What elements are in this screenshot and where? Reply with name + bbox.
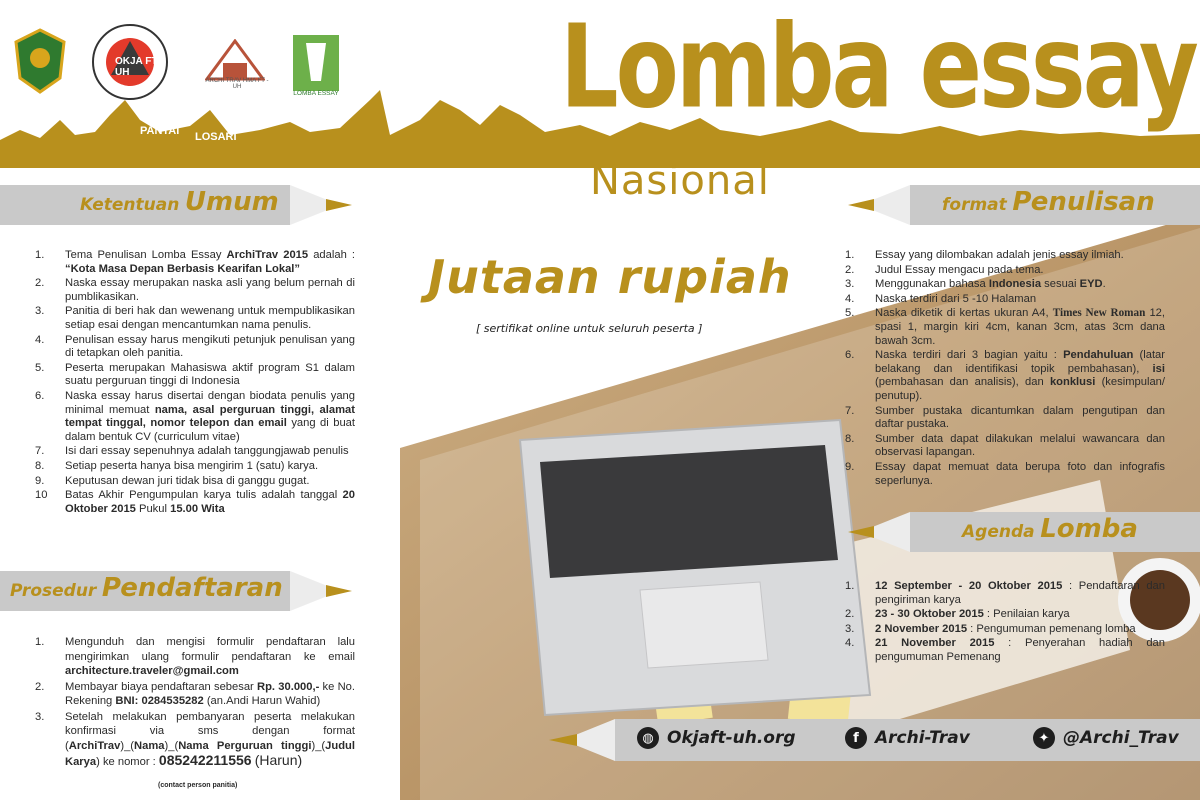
- list-item-text: Peserta merupakan Mahasiswa aktif program S1 dalam suatu perguruan tinggi di Indonesia: [65, 361, 355, 388]
- format-list: [845, 249, 1165, 489]
- list-item: [35, 489, 355, 516]
- okja-logo-icon: [90, 22, 170, 102]
- list-item-number: 1.: [35, 636, 45, 648]
- list-item-text: Tema Penulisan Lomba Essay ArchiTrav 2015 adalah : “Kota Masa Depan Berbasis Kearifan Lokal”: [65, 249, 356, 275]
- skyline-label-2: LOSARI: [195, 131, 237, 143]
- list-item: [35, 390, 355, 444]
- lomba-essay-logo-text: LOMBA ESSAY: [293, 90, 339, 97]
- list-item-number: 10: [35, 489, 48, 502]
- list-item: [35, 635, 355, 679]
- list-item-text: Setelah melakukan pembanyaran peserta melakukan konfirmasi via sms dengan format (ArchiTrav)_(Nama)_(Nama Perguruan tinggi)_(Judul Karya) ke nomor : 085242211556 (Harun): [65, 710, 355, 768]
- page-subtitle: Nasional: [590, 158, 770, 204]
- list-item-text: Sumber pustaka dicantumkan dalam pengutipan dan daftar pustaka.: [875, 404, 1165, 431]
- list-item: [845, 405, 1165, 432]
- list-item: [35, 445, 355, 459]
- list-item-number: 7.: [845, 404, 855, 417]
- facebook-icon: f: [845, 727, 867, 749]
- list-item: [845, 264, 1165, 278]
- list-item-number: 1.: [845, 249, 855, 261]
- list-item: [845, 249, 1165, 263]
- list-item: [845, 623, 1165, 637]
- social-links-bar: [545, 715, 1200, 765]
- ketentuan-label-a: Ketentuan: [80, 195, 180, 215]
- facebook-link[interactable]: [845, 727, 970, 749]
- list-item-text: Panitia di beri hak dan wewenang untuk mempublikasikan setiap esai dengan mencantumkan nama penulis.: [65, 305, 355, 331]
- list-item-number: 8.: [35, 459, 45, 472]
- architrav-logo-text: ARCHI TRAV HMA FT - UH: [205, 78, 269, 90]
- agenda-list: [845, 580, 1165, 666]
- list-item: [845, 307, 1165, 348]
- list-item-number: 2.: [845, 263, 855, 276]
- twitter-text: @Archi_Trav: [1063, 728, 1179, 748]
- ketentuan-list: [35, 249, 355, 517]
- list-item-number: 8.: [845, 432, 855, 445]
- list-item: [845, 349, 1165, 403]
- sponsor-logos: [10, 22, 370, 122]
- list-item-text: 23 - 30 Oktober 2015 : Penilaian karya: [875, 608, 1070, 621]
- section-header-agenda: [840, 510, 1200, 554]
- list-item-text: 2 November 2015 : Pengumuman pemenang lomba: [875, 622, 1136, 635]
- list-item-number: 4.: [35, 333, 45, 346]
- list-item: [35, 460, 355, 474]
- list-item: [845, 461, 1165, 488]
- list-item-text: Sumber data dapat dilakukan melalui wawancara dan observasi lapangan.: [875, 432, 1165, 459]
- list-item-number: 1.: [35, 249, 45, 261]
- section-header-ketentuan: [0, 183, 360, 227]
- list-item: [35, 362, 355, 389]
- list-item: [845, 293, 1165, 307]
- list-item-number: 2.: [845, 608, 855, 621]
- list-item: [35, 710, 355, 770]
- list-item: [35, 680, 355, 709]
- list-item-number: 5.: [845, 307, 855, 320]
- list-item-text: 21 November 2015 : Penyerahan hadiah dan pengumuman Pemenang: [875, 637, 1166, 663]
- list-item-number: 4.: [845, 637, 855, 650]
- list-item-text: Judul Essay mengacu pada tema.: [875, 263, 1044, 276]
- list-item-text: Naska essay merupakan naska asli yang belum pernah di pumblikasikan.: [65, 277, 355, 303]
- list-item-text: Setiap peserta hanya bisa mengirim 1 (satu) karya.: [65, 459, 319, 472]
- section-header-prosedur: [0, 569, 360, 613]
- laptop-illustration: [520, 420, 870, 715]
- list-item: [845, 278, 1165, 292]
- unhas-crest-icon: [10, 26, 70, 96]
- website-text: Okjaft-uh.org: [667, 728, 796, 748]
- list-item-number: 5.: [35, 361, 45, 374]
- list-item-number: 3.: [35, 710, 45, 723]
- list-item-text: Naska essay harus disertai dengan biodata penulis yang minimal memuat nama, asal perguruan tinggi, alamat tempat tinggal, nomor telepon dan email yang di buat dalam bentuk CV (curriculum vitae): [65, 389, 355, 443]
- list-item: [35, 334, 355, 361]
- list-item-text: Mengunduh dan mengisi formulir pendaftaran lalu mengirimkan ulang formulir pendaftaran ke email architecture.traveler@gmail.com: [65, 636, 355, 677]
- list-item-text: Batas Akhir Pengumpulan karya tulis adalah tanggal 20 Oktober 2015 Pukul 15.00 Wita: [65, 489, 355, 515]
- list-item-number: 3.: [35, 305, 45, 318]
- list-item-number: 6.: [35, 389, 45, 402]
- lomba-essay-logo-icon: [288, 24, 344, 102]
- ketentuan-label-b: Umum: [184, 187, 279, 217]
- facebook-text: Archi-Trav: [875, 728, 970, 748]
- list-item: [35, 277, 355, 304]
- list-item: [845, 637, 1165, 664]
- globe-icon: ◍: [637, 727, 659, 749]
- list-item-number: 2.: [35, 680, 45, 693]
- agenda-label-b: Lomba: [1040, 514, 1138, 544]
- website-link[interactable]: [637, 727, 796, 749]
- architrav-logo-icon: [200, 24, 270, 104]
- list-item-number: 3.: [845, 278, 855, 291]
- certificate-note: [ sertifikat online untuk seluruh peserta ]: [476, 322, 703, 335]
- list-item-number: 4.: [845, 292, 855, 305]
- list-item: [35, 249, 355, 276]
- list-item-text: Isi dari essay sepenuhnya adalah tanggungjawab penulis: [65, 445, 349, 458]
- okja-logo-text: OKJA FT-UH: [115, 56, 161, 78]
- list-item: [845, 580, 1165, 607]
- list-item-text: Essay dapat memuat data berupa foto dan infografis seperlunya.: [875, 460, 1165, 487]
- prosedur-label-a: Prosedur: [10, 581, 97, 601]
- twitter-link[interactable]: [1033, 727, 1179, 749]
- contact-note: (contact person panitia): [158, 782, 238, 789]
- list-item: [845, 433, 1165, 460]
- list-item-text: Naska terdiri dari 5 -10 Halaman: [875, 292, 1037, 305]
- section-header-format: [840, 183, 1200, 227]
- list-item-text: Membayar biaya pendaftaran sebesar Rp. 30.000,- ke No. Rekening BNI: 0284535282 (an.Andi Harun Wahid): [65, 680, 356, 707]
- format-label-b: Penulisan: [1012, 187, 1155, 217]
- prize-headline: Jutaan rupiah: [428, 250, 792, 304]
- list-item-number: 1.: [845, 580, 855, 592]
- prosedur-list: [35, 635, 355, 771]
- page-title: Lomba essay: [560, 0, 1196, 134]
- list-item-text: Keputusan dewan juri tidak bisa di ganggu gugat.: [65, 474, 310, 487]
- list-item-text: Naska terdiri dari 3 bagian yaitu : Pendahuluan (latar belakang dan identifikasi topik pembahasan), isi (pembahasan dan analisis), dan konklusi (kesimpulan/ penutup).: [875, 349, 1166, 402]
- agenda-label-a: Agenda: [962, 522, 1035, 542]
- list-item-text: Menggunakan bahasa Indonesia sesuai EYD.: [875, 278, 1106, 291]
- list-item: [845, 608, 1165, 622]
- list-item-number: 3.: [845, 622, 855, 635]
- list-item-text: Penulisan essay harus mengikuti petunjuk penulisan yang di tetapkan oleh panitia.: [65, 333, 355, 360]
- list-item-text: Naska diketik di kertas ukuran A4, Times New Roman 12, spasi 1, margin kiri 4cm, kanan 3cm, atas 3cm dana bawah 3cm.: [875, 307, 1165, 347]
- list-item-number: 7.: [35, 445, 45, 458]
- prosedur-label-b: Pendaftaran: [101, 573, 283, 603]
- skyline-label-1: PANTAI: [140, 125, 180, 137]
- list-item: [35, 475, 355, 489]
- list-item-number: 9.: [35, 474, 45, 487]
- format-label-a: format: [942, 195, 1007, 215]
- list-item-number: 2.: [35, 277, 45, 290]
- list-item-number: 6.: [845, 349, 855, 362]
- list-item-number: 9.: [845, 460, 855, 473]
- list-item: [35, 305, 355, 332]
- list-item-text: 12 September - 20 Oktober 2015 : Pendaftaran dan pengiriman karya: [875, 580, 1165, 606]
- twitter-icon: ✦: [1033, 727, 1055, 749]
- list-item-text: Essay yang dilombakan adalah jenis essay ilmiah.: [875, 249, 1124, 261]
